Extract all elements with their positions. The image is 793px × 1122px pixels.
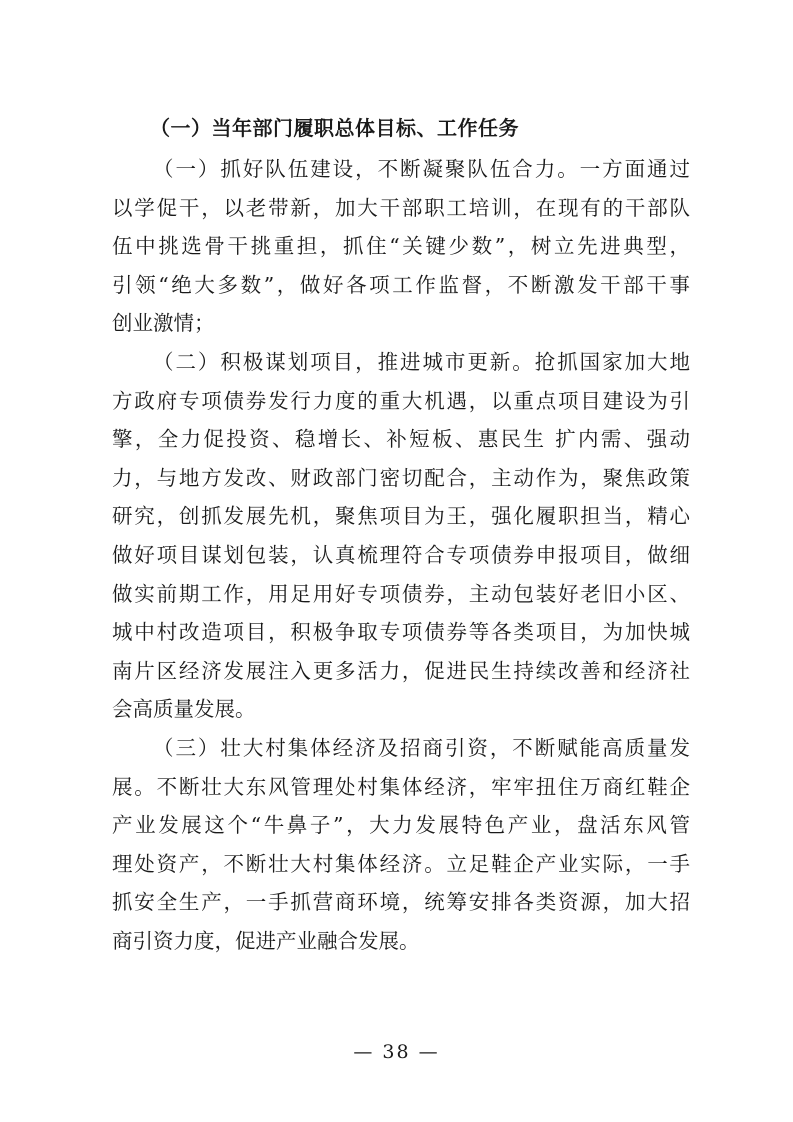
paragraph-line: 理处资产，不断壮大村集体经济。立足鞋企产业实际，一手 bbox=[112, 851, 690, 876]
paragraph-line: 南片区经济发展注入更多活力，促进民生持续改善和经济社 bbox=[112, 658, 690, 683]
paragraph-line: 力，与地方发改、财政部门密切配合，主动作为，聚焦政策 bbox=[112, 465, 690, 490]
paragraph-line: 展。不断壮大东风管理处村集体经济，牢牢扭住万商红鞋企 bbox=[112, 774, 690, 799]
paragraph-line: （三）壮大村集体经济及招商引资，不断赋能高质量发 bbox=[153, 735, 690, 760]
paragraph-line: 商引资力度，促进产业融合发展。 bbox=[112, 928, 420, 953]
paragraph-line: 引领“绝大多数”，做好各项工作监督，不断激发干部干事 bbox=[112, 272, 690, 297]
page-number: — 38 — bbox=[353, 1041, 440, 1063]
paragraph-line: （二）积极谋划项目，推进城市更新。抢抓国家加大地 bbox=[153, 349, 690, 374]
paragraph-line: 做好项目谋划包装，认真梳理符合专项债券申报项目，做细 bbox=[112, 542, 690, 567]
paragraph-line: 城中村改造项目，积极争取专项债券等各类项目，为加快城 bbox=[112, 620, 690, 645]
paragraph-line: 做实前期工作，用足用好专项债券，主动包装好老旧小区、 bbox=[112, 581, 690, 606]
paragraph-line: 创业激情； bbox=[112, 311, 215, 336]
paragraph-3 bbox=[112, 729, 690, 961]
paragraph-1 bbox=[112, 150, 690, 343]
body-text bbox=[112, 150, 690, 960]
paragraph-line: 方政府专项债券发行力度的重大机遇，以重点项目建设为引 bbox=[112, 388, 690, 413]
paragraph-line: 研究，创抓发展先机，聚焦项目为王，强化履职担当，精心 bbox=[112, 504, 690, 529]
paragraph-2 bbox=[112, 343, 690, 729]
paragraph-line: 抓安全生产，一手抓营商环境，统筹安排各类资源，加大招 bbox=[112, 890, 690, 915]
paragraph-line: 以学促干，以老带新，加大干部职工培训，在现有的干部队 bbox=[112, 195, 690, 220]
section-heading: （一）当年部门履职总体目标、工作任务 bbox=[150, 116, 519, 140]
paragraph-line: 产业发展这个“牛鼻子”，大力发展特色产业，盘活东风管 bbox=[112, 813, 690, 838]
paragraph-line: 擎，全力促投资、稳增长、补短板、惠民生 扩内需、强动 bbox=[112, 427, 690, 452]
paragraph-line: （一）抓好队伍建设，不断凝聚队伍合力。一方面通过 bbox=[153, 157, 690, 181]
paragraph-line: 伍中挑选骨干挑重担，抓住“关键少数”，树立先进典型， bbox=[112, 234, 690, 259]
paragraph-line: 会高质量发展。 bbox=[112, 697, 256, 722]
